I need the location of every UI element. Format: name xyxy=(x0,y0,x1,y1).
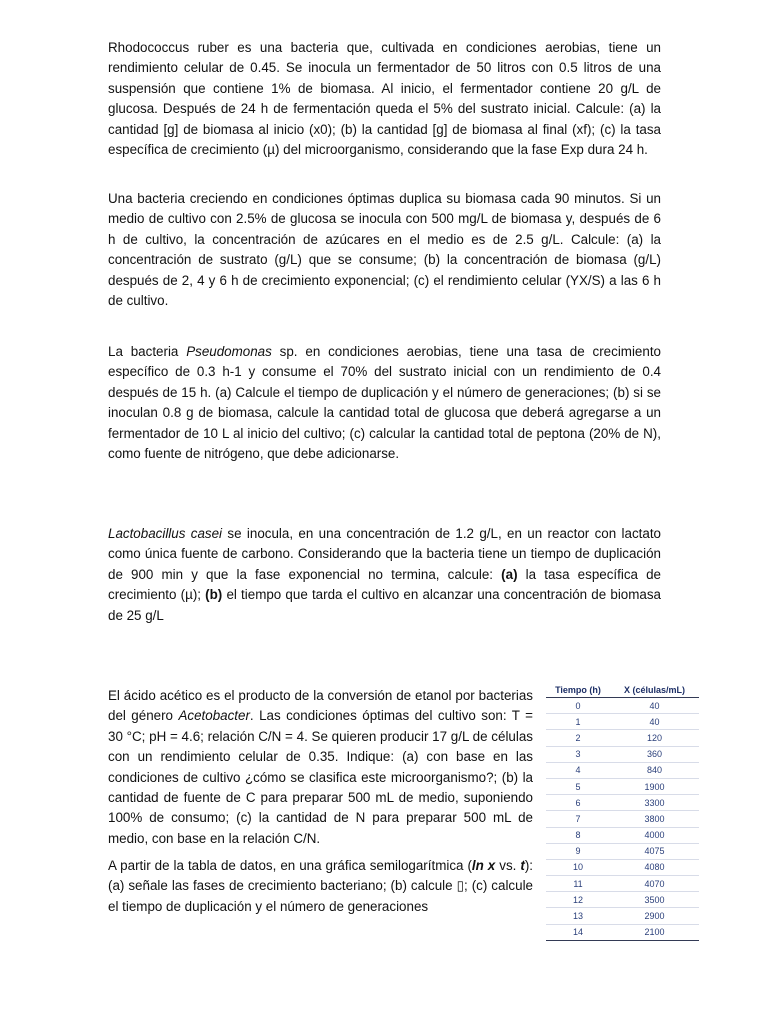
problem-3-organism-name: Pseudomonas xyxy=(186,344,272,359)
cell-cells: 360 xyxy=(610,746,699,762)
problem-2-paragraph: Una bacteria creciendo en condiciones óptimas duplica su biomasa cada 90 minutos. Si un medio de cultivo con 2.5% de glucosa se inocula con 500 mg/L de biomasa y, después de 6 h de cultivo, la concentración de azúcares en el medio es de 2.5 g/L. Calcule: (a) la concentración de sustrato (g/L) que se consume; (b) la concentración de biomasa (g/L) después de 2, 4 y 6 h de crecimiento exponencial; (c) el rendimiento celular (YX/S) a las 6 h de cultivo. xyxy=(108,191,661,309)
problem-4-text-3: el tiempo que tarda el cultivo en alcanzar una concentración de biomasa de 25 g/L xyxy=(108,587,661,623)
cell-time: 6 xyxy=(546,795,610,811)
problem-4-label-b: (b) xyxy=(205,587,223,603)
table-row xyxy=(546,827,699,843)
cell-time: 4 xyxy=(546,762,610,778)
cell-time: 10 xyxy=(546,859,610,875)
header-time: Tiempo (h) xyxy=(546,684,610,698)
growth-data-table xyxy=(546,684,699,941)
table-row xyxy=(546,698,699,714)
problem-6-text-2: vs. xyxy=(495,858,521,873)
table-row xyxy=(546,892,699,908)
cell-time: 3 xyxy=(546,746,610,762)
cell-cells: 120 xyxy=(610,730,699,746)
cell-time: 11 xyxy=(546,876,610,892)
problem-4-organism-name: Lactobacillus casei xyxy=(108,526,223,541)
table-row xyxy=(546,714,699,730)
cell-time: 1 xyxy=(546,714,610,730)
header-cells: X (células/mL) xyxy=(610,684,699,698)
cell-time: 12 xyxy=(546,892,610,908)
problem-3-paragraph xyxy=(108,342,661,464)
cell-cells: 1900 xyxy=(610,778,699,794)
cell-cells: 3500 xyxy=(610,892,699,908)
problem-5-paragraph xyxy=(108,686,533,849)
cell-cells: 3800 xyxy=(610,811,699,827)
problem-3-text-end: sp. en condiciones aerobias, tiene una tasa de crecimiento específico de 0.3 h-1 y consume el 70% del sustrato inicial con un rendimiento de 0.4 después de 15 h. (a) Calcule el tiempo de duplicación y el número de generaciones; (b) si se inoculan 0.8 g de biomasa, calcule la cantidad total de glucosa que deberá agregarse a un fermentador de 10 L al inicio del cultivo; (c) calcular la cantidad total de peptona (20% de N), como fuente de nitrógeno, que debe adicionarse. xyxy=(108,344,661,462)
cell-cells: 3300 xyxy=(610,795,699,811)
cell-cells: 4070 xyxy=(610,876,699,892)
cell-cells: 840 xyxy=(610,762,699,778)
problem-1-paragraph: Rhodococcus ruber es una bacteria que, cultivada en condiciones aerobias, tiene un rendimiento celular de 0.45. Se inocula un fermentador de 50 litros con 0.5 litros de una suspensión que contiene 1% de biomasa. Al inicio, el fermentador contiene 20 g/L de glucosa. Después de 24 h de fermentación queda el 5% del sustrato inicial. Calcule: (a) la cantidad [g] de biomasa al inicio (x0); (b) la cantidad [g] de biomasa al final (xf); (c) la tasa específica de crecimiento (µ) del microorganismo, considerando que la fase Exp dura 24 h. xyxy=(108,40,661,158)
cell-time: 2 xyxy=(546,730,610,746)
table-row xyxy=(546,924,699,940)
table-row xyxy=(546,843,699,859)
problem-4-paragraph xyxy=(108,524,661,626)
table-row xyxy=(546,908,699,924)
table-row xyxy=(546,762,699,778)
cell-time: 9 xyxy=(546,843,610,859)
cell-time: 7 xyxy=(546,811,610,827)
table-body xyxy=(546,698,699,941)
problem-6-text-1: A partir de la tabla de datos, en una gráfica semilogarítmica ( xyxy=(108,858,472,873)
table-row xyxy=(546,811,699,827)
cell-cells: 2900 xyxy=(610,908,699,924)
table-row xyxy=(546,778,699,794)
problem-6-text-3: ): (a) señale las fases de crecimiento bacteriano; (b) calcule ▯; (c) calcule el tiempo de duplicación y el número de generaciones xyxy=(108,858,534,914)
problem-6-paragraph xyxy=(108,856,533,917)
table-header-row xyxy=(546,684,699,698)
table-row xyxy=(546,859,699,875)
problem-4-label-a: (a) xyxy=(501,566,518,582)
cell-time: 0 xyxy=(546,698,610,714)
problem-6-ln-x: ln x xyxy=(471,858,496,873)
problem-5-text-start: El ácido acético es el producto de la conversión de etanol por bacterias del género xyxy=(108,688,533,724)
cell-time: 13 xyxy=(546,908,610,924)
problem-3-text-start: La bacteria xyxy=(108,344,187,359)
table-row xyxy=(546,876,699,892)
problem-5-genus-name: Acetobacter xyxy=(178,708,250,724)
cell-time: 5 xyxy=(546,778,610,794)
table-row xyxy=(546,795,699,811)
cell-cells: 4000 xyxy=(610,827,699,843)
problem-5-text-end: . Las condiciones óptimas del cultivo son: T = 30 °C; pH = 4.6; relación C/N = 4. Se quieren producir 17 g/L de células con un rendimiento celular de 0.35. Indique: (a) con base en las condiciones de cultivo ¿cómo se clasifica este microorganismo?; (b) la cantidad de fuente de C para preparar 500 mL de medio, suponiendo 100% de consumo; (c) la cantidad de N para preparar 500 mL de medio, con base en la relación C/N. xyxy=(108,708,533,846)
table-row xyxy=(546,746,699,762)
cell-cells: 4080 xyxy=(610,859,699,875)
cell-cells: 4075 xyxy=(610,843,699,859)
table-row xyxy=(546,730,699,746)
cell-time: 14 xyxy=(546,924,610,940)
problem-4-text-2: la tasa específica de crecimiento (µ); xyxy=(108,566,661,603)
cell-cells: 2100 xyxy=(610,924,699,940)
cell-cells: 40 xyxy=(610,714,699,730)
problem-4-text-1: se inocula, en una concentración de 1.2 g/L, en un reactor con lactato como única fuente de carbono. Considerando que la bacteria tiene un tiempo de duplicación de 900 min y que la fase exponencial no termina, calcule: xyxy=(108,526,661,582)
cell-cells: 40 xyxy=(610,698,699,714)
problem-6-t: t xyxy=(520,858,525,873)
cell-time: 8 xyxy=(546,827,610,843)
